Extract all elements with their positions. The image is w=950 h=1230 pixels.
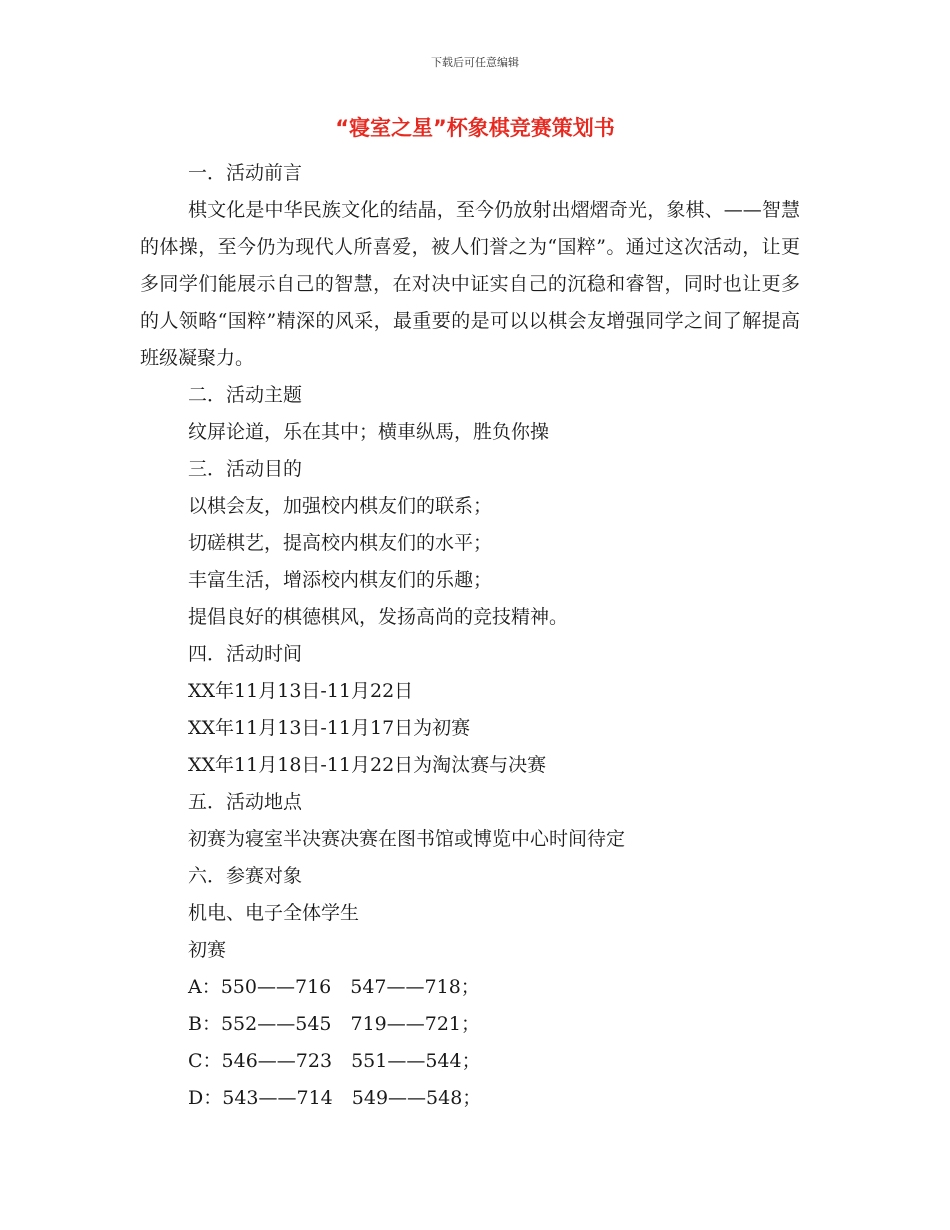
list-item: XX年11月13日-11月17日为初赛 [188,717,471,739]
theme-text: 纹屏论道，乐在其中；横車纵馬，胜负你操 [188,421,550,443]
section-heading: 五．活动地点 [188,791,303,813]
section-heading: 六．参赛对象 [188,865,303,887]
list-item: 丰富生活，增添校内棋友们的乐趣； [188,569,493,591]
header-note: 下载后可任意编辑 [431,56,519,69]
participants-text: 机电、电子全体学生 [188,902,360,924]
section-heading: 三．活动目的 [188,458,303,480]
list-item: 切磋棋艺，提高校内棋友们的水平； [188,532,493,554]
document-body [140,155,800,1117]
prelim-heading: 初赛 [188,939,227,961]
list-item: 以棋会友，加强校内棋友们的联系； [188,495,493,517]
prelim-group: B：552——545 719——721； [188,1013,481,1035]
section-heading: 一．活动前言 [188,162,303,184]
prelim-group: D：543——714 549——548； [188,1087,482,1109]
prelim-group: A：550——716 547——718； [188,976,480,998]
section-heading: 二．活动主题 [188,384,303,406]
paragraph: 棋文化是中华民族文化的结晶，至今仍放射出熠熠奇光，象棋、——智慧的体操，至今仍为现代人所喜爱，被人们誉之为“国粹”。通过这次活动，让更多同学们能展示自己的智慧，在对决中证实自己的沉稳和睿智，同时也让更多的人领略“国粹”精深的风采，最重要的是可以以棋会友增强同学之间了解提高班级凝聚力。 [140,199,800,369]
location-text: 初赛为寝室半决赛决赛在图书馆或博览中心时间待定 [188,828,626,850]
section-heading: 四．活动时间 [188,643,303,665]
prelim-group: C：546——723 551——544； [188,1050,481,1072]
document-title: “寝室之星”杯象棋竞赛策划书 [335,116,615,140]
list-item: XX年11月13日-11月22日 [188,680,414,702]
list-item: 提倡良好的棋德棋风，发扬高尚的竞技精神。 [188,606,569,628]
list-item: XX年11月18日-11月22日为淘汰赛与决赛 [188,754,547,776]
